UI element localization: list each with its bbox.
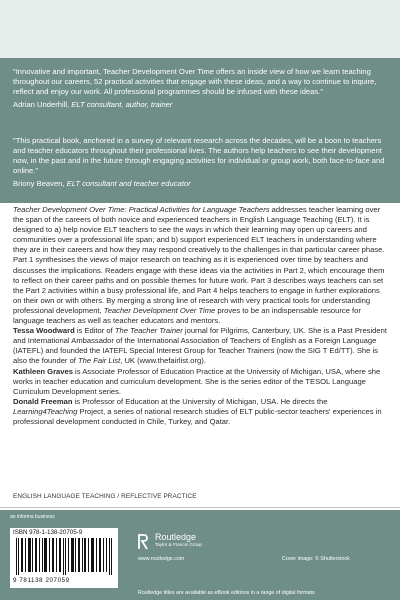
bio-project: Learning4Teaching	[13, 406, 78, 416]
blurb-text-end: proves to be an indispensable resource for language teachers as well as teacher educators and mentors.	[13, 305, 361, 326]
bio-text: Project, a series of national research studies of ELT public-sector teachers' experiences in professional development conducted in Chile, Turkey, and Qatar.	[13, 406, 382, 426]
quote-attribution	[13, 100, 388, 110]
barcode	[10, 528, 118, 588]
endorsements-panel	[0, 58, 400, 203]
bio-text: is Professor of Education at the University of Michigan, USA. He directs the	[72, 396, 328, 406]
top-band	[0, 0, 400, 58]
author-bio	[13, 326, 388, 366]
bio-fair-list: The Fair List	[78, 356, 121, 366]
blurb-title-short: Teacher Development Over Time	[103, 305, 216, 315]
blurb-title: Teacher Development Over Time: Practical Activities for Language Teachers	[13, 205, 270, 214]
description-section	[13, 205, 388, 427]
bio-journal: The Teacher Trainer	[114, 326, 183, 336]
divider	[0, 507, 400, 508]
quote-role: ELT consultant and teacher educator	[66, 179, 191, 188]
cover-image-credit: Cover image: © Shutterstock	[282, 556, 350, 562]
barcode-digits: 9 781138 207059	[13, 577, 70, 584]
author-name: Donald Freeman	[13, 396, 73, 406]
bio-text: , UK (www.thefairlist.org).	[120, 356, 206, 366]
quote-attribution	[13, 179, 388, 189]
publisher-name: Routledge	[155, 532, 197, 542]
author-bio	[13, 397, 388, 427]
routledge-logo-icon	[138, 534, 150, 550]
publisher-footer	[0, 510, 400, 600]
quote-author: Adrian Underhill,	[13, 100, 70, 109]
endorsement-quote	[13, 136, 388, 189]
informa-label: an informa business	[10, 514, 55, 520]
author-bio	[13, 367, 388, 397]
publisher-url[interactable]: www.routledge.com	[138, 556, 185, 562]
quote-role: ELT consultant, author, trainer	[71, 100, 173, 109]
quote-text: "This practical book, anchored in a survey of relevant research across the decades, will be a boon to teachers and teacher educators throughout their professional lives. The authors help teachers to see their development now, in the past and in the future through engaging activities for individual or group work, both face-to-face and online."	[13, 136, 385, 175]
quote-author: Briony Beaven,	[13, 179, 65, 188]
bio-text: is Associate Professor of Education Practice at the University of Michigan, USA, where she works in teacher education and curriculum development. She is the series editor of the TESOL Language Curriculum Development series.	[13, 366, 381, 396]
author-name: Tessa Woodward	[13, 326, 75, 336]
publisher-subtitle: Taylor & Francis Group	[155, 542, 202, 547]
isbn-text: ISBN 978-1-138-20705-9	[13, 529, 83, 536]
ebook-note: Routledge titles are available as eBook editions in a range of digital formats	[138, 590, 315, 596]
barcode-bars	[16, 538, 112, 575]
endorsement-quote	[13, 67, 388, 110]
author-name: Kathleen Graves	[13, 366, 73, 376]
bio-text: journal for Pilgrims, Canterbury, UK. She is a Past President and International Ambassador of the International Association of Teachers of English as a Foreign Language (IATEFL) and founded the IATEFL Special Interest Group for Teacher Trainers (now the SIG T Ed/TT). She is also the founder of	[13, 326, 387, 366]
bio-text: is Editor of	[74, 326, 115, 336]
quote-text: "Innovative and important, Teacher Development Over Time offers an inside view of how we learn teaching throughout our careers, 52 practical activities that engage with these ideas, and a way to continue to inquire, reflect and enjoy our work. All professional programmes should be infused with these ideas."	[13, 67, 377, 96]
blurb-text: addresses teacher learning over the span of the careers of both novice and experienced teachers in English Language Teaching (ELT). It is designed to a) help novice ELT teachers to see the ways in which their learning may open up careers and communities over a professional life span; and b) support experienced ELT teachers in understanding where they are in their careers and how they may respond creatively to the challenges in that particular career phase. Part 1 synthesises the views of major research on teaching as it is experienced over time by teachers and discusses the implications. Readers engage with these ideas via the activities in Part 2, which encourage them to reflect on their career paths and on possible themes for future work. Part 3 describes ways teachers can set the Part 2 activities within a busy professional life, and Part 4 helps teachers to engage in further explorations on their own or with others. By merging a strong line of research with very practical tools for understanding professional development,	[13, 205, 385, 315]
subject-category: ENGLISH LANGUAGE TEACHING / REFLECTIVE PRACTICE	[13, 493, 197, 500]
book-blurb	[13, 205, 388, 326]
